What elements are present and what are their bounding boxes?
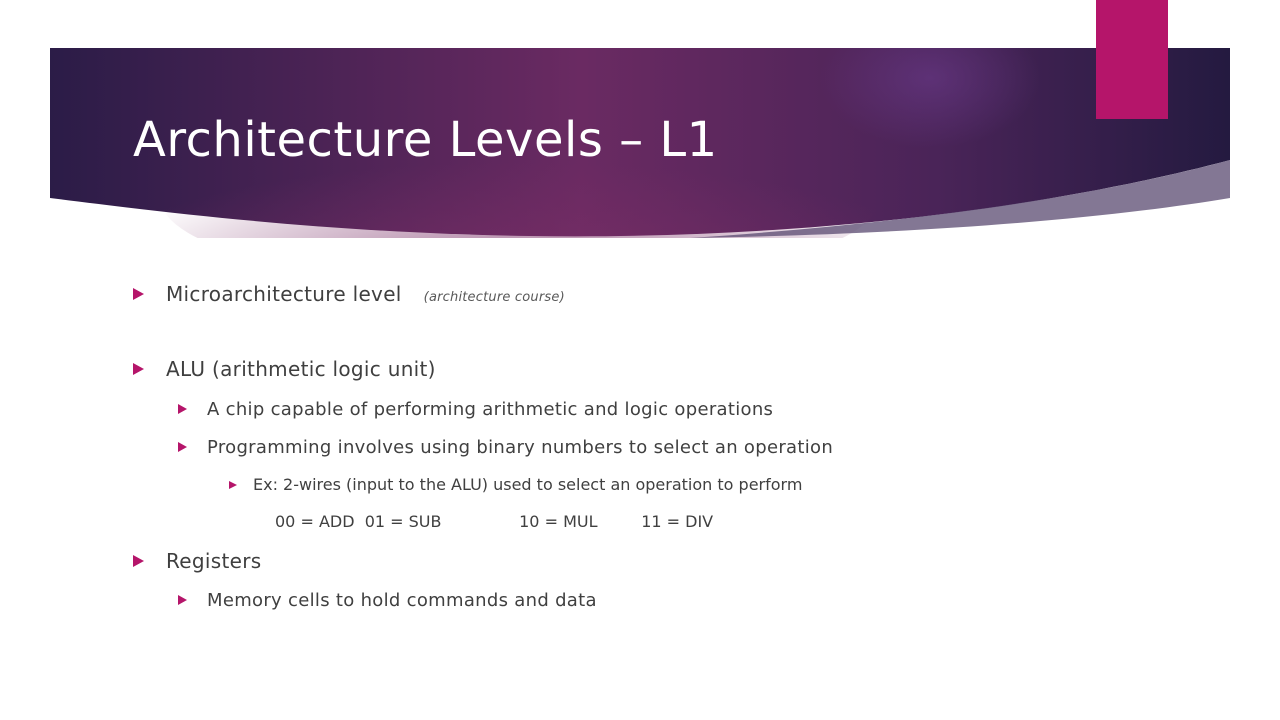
bullet-alu-programming bbox=[178, 437, 833, 458]
triangle-right-icon bbox=[229, 481, 237, 489]
bullet-text: Memory cells to hold commands and data bbox=[207, 590, 597, 611]
triangle-right-icon bbox=[133, 288, 144, 300]
bullet-alu-example bbox=[229, 475, 802, 494]
triangle-right-icon bbox=[133, 363, 144, 375]
bullet-text: Registers bbox=[166, 549, 262, 573]
triangle-right-icon bbox=[178, 442, 187, 452]
triangle-right-icon bbox=[133, 555, 144, 567]
triangle-right-icon bbox=[178, 595, 187, 605]
accent-tab bbox=[1096, 0, 1168, 119]
alu-operations-line: 00 = ADD 01 = SUB 10 = MUL 11 = DIV bbox=[275, 512, 714, 531]
triangle-right-icon bbox=[178, 404, 187, 414]
bullet-alu-chip bbox=[178, 399, 773, 420]
bullet-microarchitecture bbox=[133, 282, 565, 306]
bullet-alu bbox=[133, 357, 436, 381]
bullet-text: Microarchitecture level bbox=[166, 282, 402, 306]
slide-title: Architecture Levels – L1 bbox=[133, 112, 718, 168]
bullet-text: A chip capable of performing arithmetic and logic operations bbox=[207, 399, 774, 420]
bullet-note: (architecture course) bbox=[423, 290, 565, 305]
bullet-text: ALU (arithmetic logic unit) bbox=[166, 357, 436, 381]
bullet-registers bbox=[133, 549, 261, 573]
bullet-registers-memory bbox=[178, 590, 597, 611]
bullet-text: Ex: 2-wires (input to the ALU) used to select an operation to perform bbox=[253, 475, 803, 494]
bullet-text: Programming involves using binary numbers to select an operation bbox=[207, 437, 834, 458]
